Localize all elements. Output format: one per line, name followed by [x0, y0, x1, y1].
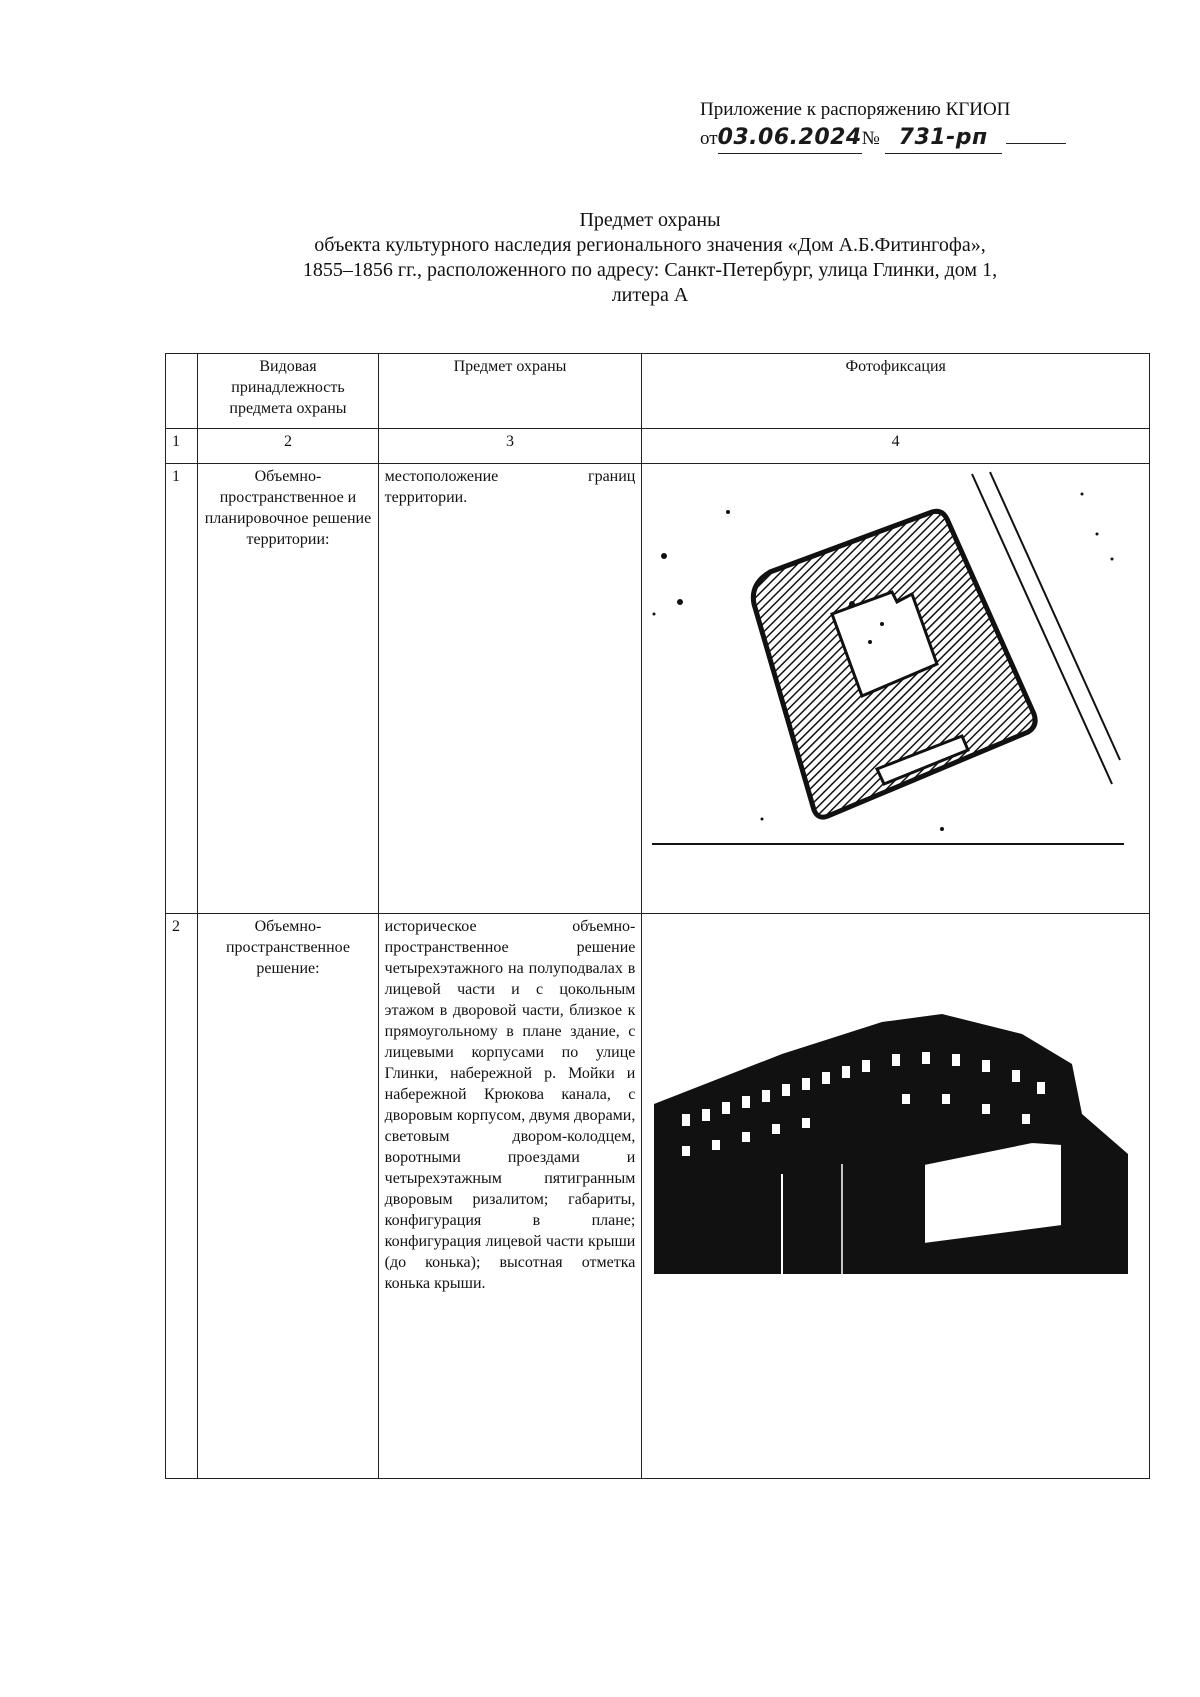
header-subject: Предмет охраны	[378, 354, 642, 429]
site-plan-image	[642, 464, 1150, 914]
row-type: Объемно-пространственное и планировочное решение территории:	[198, 464, 378, 914]
row-subject: историческое объемно-пространственное решение четырехэтажного на полуподвалах в лицевой части и с цокольным этажом в дворовой части, близкое к прямоугольному в плане здание, с лицевыми корпусами по улице Глинки, набережной р. Мойки и набережной Крюкова канала, с дворовым корпусом, двумя дворами, световым двором-колодцем, воротными проездами и четырехэтажным пятигранным дворовым ризалитом; габариты, конфигурация в плане; конфигурация лицевой части крыши (до конька); высотная отметка конька крыши.	[378, 914, 642, 1479]
table-row	[166, 914, 1150, 1479]
appendix-header	[700, 98, 1140, 154]
document-title	[160, 208, 1140, 308]
order-number: 731-рп	[898, 125, 988, 150]
col-num-2: 2	[198, 429, 378, 464]
table-row	[166, 464, 1150, 914]
order-reference	[700, 124, 1140, 154]
row-subject: местоположение границ территории.	[378, 464, 642, 914]
row-type: Объемно-пространственное решение:	[198, 914, 378, 1479]
col-num-1: 1	[166, 429, 198, 464]
building-photo-image	[642, 914, 1150, 1479]
order-date: 03.06.2024	[717, 125, 862, 150]
col-num-3: 3	[378, 429, 642, 464]
col-num-4: 4	[642, 429, 1150, 464]
header-type: Видовая принадлежность предмета охраны	[198, 354, 378, 429]
number-prefix: №	[861, 128, 880, 149]
row-number: 2	[166, 914, 198, 1479]
building-photo-drawing	[642, 914, 1128, 1434]
appendix-label: Приложение к распоряжению КГИОП	[700, 99, 1011, 120]
table-header-row	[166, 354, 1150, 429]
title-line-2: объекта культурного наследия регионального значения «Дом А.Б.Фитингофа»,	[314, 234, 986, 256]
title-line-1: Предмет охраны	[579, 209, 721, 231]
header-photo: Фотофиксация	[642, 354, 1150, 429]
column-numbers-row	[166, 429, 1150, 464]
signature-line	[1006, 143, 1066, 144]
site-plan-drawing	[642, 464, 1128, 904]
row-number: 1	[166, 464, 198, 914]
date-prefix: от	[700, 128, 718, 149]
protection-subject-table	[165, 353, 1150, 1479]
title-line-4: литера А	[611, 284, 689, 306]
title-line-3: 1855–1856 гг., расположенного по адресу: Санкт-Петербург, улица Глинки, дом 1,	[302, 259, 998, 281]
header-num	[166, 354, 198, 429]
